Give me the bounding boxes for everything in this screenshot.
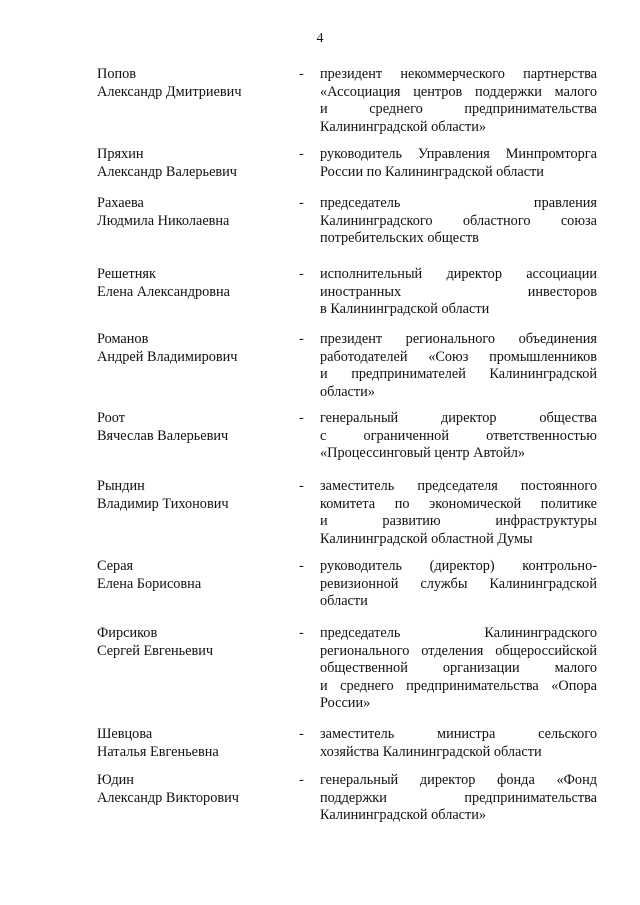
position-line: «Процессинговый центр Автойл» bbox=[320, 445, 526, 461]
member-surname: Решетняк bbox=[97, 266, 156, 282]
member-position bbox=[320, 410, 597, 463]
position-line: Калининградской областной Думы bbox=[320, 530, 533, 547]
member-name bbox=[97, 331, 287, 366]
position-line: руководитель Управления Минпромторга bbox=[320, 146, 597, 162]
member-given-names: Наталья Евгеньевна bbox=[97, 743, 219, 760]
position-line: России» bbox=[320, 695, 371, 711]
dash-separator: - bbox=[299, 726, 304, 742]
member-name bbox=[97, 726, 287, 761]
member-name bbox=[97, 772, 287, 807]
position-line: председатель правления bbox=[320, 195, 597, 211]
position-line: исполнительный директор ассоциации bbox=[320, 266, 597, 282]
member-position bbox=[320, 558, 597, 611]
position-line: комитета по экономической политике bbox=[320, 495, 597, 512]
position-line: Калининградской области» bbox=[320, 118, 487, 135]
dash-separator: - bbox=[299, 558, 304, 574]
position-line: и среднего предпринимательства «Опора bbox=[320, 677, 597, 694]
member-given-names: Сергей Евгеньевич bbox=[97, 642, 214, 659]
member-surname: Юдин bbox=[97, 772, 134, 788]
member-given-names: Вячеслав Валерьевич bbox=[97, 427, 229, 444]
member-name bbox=[97, 146, 287, 181]
position-line: поддержки предпринимательства bbox=[320, 789, 597, 806]
position-line: и развитию инфраструктуры bbox=[320, 513, 597, 529]
member-position bbox=[320, 478, 597, 548]
position-line: в Калининградской области bbox=[320, 301, 490, 317]
position-line: Калининградского областного союза bbox=[320, 212, 597, 229]
member-name bbox=[97, 558, 287, 593]
member-name bbox=[97, 410, 287, 445]
position-line: работодателей «Союз промышленников bbox=[320, 348, 597, 365]
position-line: президент некоммерческого партнерства bbox=[320, 66, 597, 82]
position-line: заместитель министра сельского bbox=[320, 726, 597, 742]
position-line: области bbox=[320, 593, 368, 609]
position-line: президент регионального объединения bbox=[320, 331, 597, 347]
member-position bbox=[320, 331, 597, 401]
dash-separator: - bbox=[299, 625, 304, 641]
member-surname: Шевцова bbox=[97, 726, 153, 742]
member-position bbox=[320, 772, 597, 825]
member-given-names: Андрей Владимирович bbox=[97, 348, 238, 365]
member-position bbox=[320, 625, 597, 713]
position-line: заместитель председателя постоянного bbox=[320, 478, 597, 494]
position-line: хозяйства Калининградской области bbox=[320, 743, 542, 760]
member-surname: Рахаева bbox=[97, 195, 144, 211]
position-line: с ограниченной ответственностью bbox=[320, 427, 597, 444]
member-name bbox=[97, 266, 287, 301]
member-name bbox=[97, 66, 287, 101]
position-line: ревизионной службы Калининградской bbox=[320, 575, 597, 592]
member-given-names: Владимир Тихонович bbox=[97, 495, 229, 512]
member-position bbox=[320, 66, 597, 136]
member-position bbox=[320, 195, 597, 248]
position-line: потребительских обществ bbox=[320, 230, 479, 246]
member-surname: Попов bbox=[97, 66, 137, 82]
position-line: иностранных инвесторов bbox=[320, 283, 597, 300]
member-surname: Роот bbox=[97, 410, 125, 426]
position-line: «Ассоциация центров поддержки малого bbox=[320, 83, 597, 100]
member-name bbox=[97, 478, 287, 513]
position-line: области» bbox=[320, 383, 375, 400]
member-position bbox=[320, 726, 597, 761]
position-line: России по Калининградской области bbox=[320, 163, 544, 180]
dash-separator: - bbox=[299, 478, 304, 494]
member-name bbox=[97, 195, 287, 230]
member-given-names: Елена Александровна bbox=[97, 283, 231, 300]
member-surname: Пряхин bbox=[97, 146, 144, 162]
member-surname: Рындин bbox=[97, 478, 145, 494]
member-surname: Серая bbox=[97, 558, 134, 574]
member-given-names: Елена Борисовна bbox=[97, 575, 202, 592]
member-position bbox=[320, 146, 597, 181]
position-line: председатель Калининградского bbox=[320, 625, 597, 641]
position-line: генеральный директор общества bbox=[320, 410, 597, 426]
member-given-names: Александр Викторович bbox=[97, 789, 239, 806]
dash-separator: - bbox=[299, 195, 304, 211]
member-surname: Романов bbox=[97, 331, 149, 347]
dash-separator: - bbox=[299, 410, 304, 426]
member-given-names: Александр Дмитриевич bbox=[97, 83, 242, 100]
member-position bbox=[320, 266, 597, 319]
position-line: генеральный директор фонда «Фонд bbox=[320, 772, 597, 788]
position-line: регионального отделения общероссийской bbox=[320, 642, 597, 659]
member-given-names: Людмила Николаевна bbox=[97, 212, 230, 229]
dash-separator: - bbox=[299, 772, 304, 788]
member-surname: Фирсиков bbox=[97, 625, 158, 641]
dash-separator: - bbox=[299, 266, 304, 282]
position-line: Калининградской области» bbox=[320, 807, 487, 823]
position-line: руководитель (директор) контрольно- bbox=[320, 558, 597, 574]
position-line: и предпринимателей Калининградской bbox=[320, 366, 597, 382]
dash-separator: - bbox=[299, 66, 304, 82]
page-number: 4 bbox=[316, 31, 324, 46]
position-line: общественной организации малого bbox=[320, 660, 597, 676]
member-given-names: Александр Валерьевич bbox=[97, 163, 238, 180]
member-name bbox=[97, 625, 287, 660]
dash-separator: - bbox=[299, 331, 304, 347]
position-line: и среднего предпринимательства bbox=[320, 101, 597, 117]
dash-separator: - bbox=[299, 146, 304, 162]
